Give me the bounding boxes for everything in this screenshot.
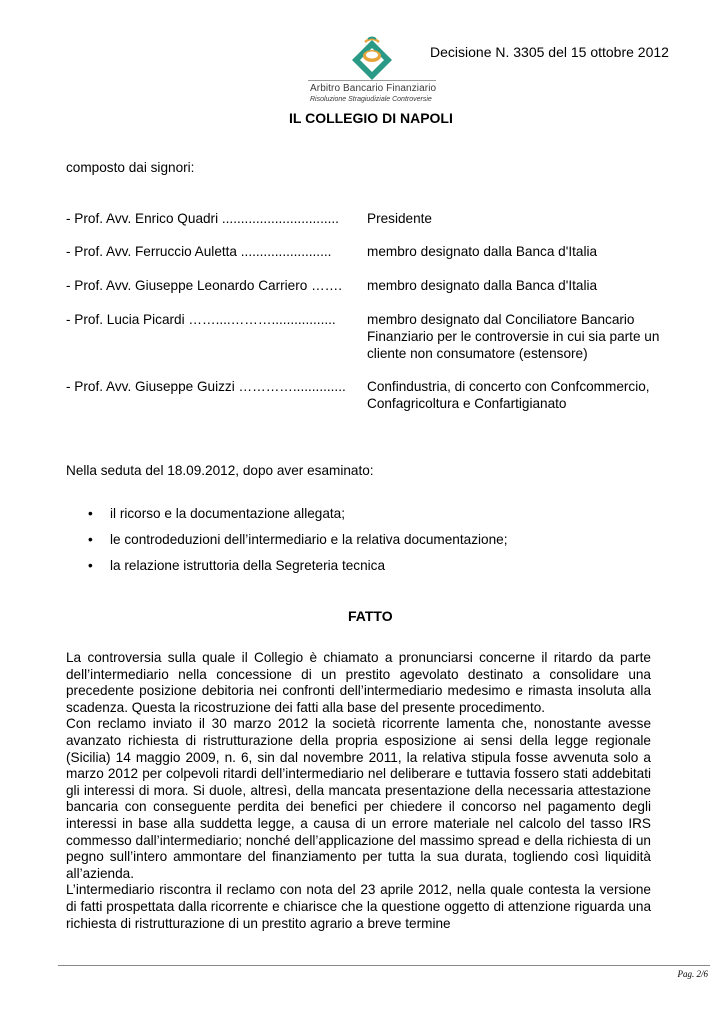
member-name: - Prof. Avv. Enrico Quadri ...............................: [66, 211, 339, 226]
member-name: - Prof. Avv. Giuseppe Guizzi …………..............: [66, 379, 346, 394]
logo-divider: [308, 80, 436, 81]
paragraph: La controversia sulla quale il Collegio è chiamato a pronunciarsi concerne il ritardo da parte dell’intermediario nella concessione di un prestito agevolato destinato a consolidare una precedente posizione debitoria nei confronti dell’intermediario medesimo e rimasta insoluta alla scadenza. Questa la ricostruzione dei fatti alla base del presente procedimento.: [66, 650, 651, 715]
member-name: - Prof. Avv. Giuseppe Leonardo Carriero …….: [66, 278, 343, 293]
member-role: cliente non consumatore (estensore): [367, 346, 588, 361]
member-role: membro designato dalla Banca d'Italia: [367, 244, 598, 259]
member-role: membro designato dal Conciliatore Bancario: [367, 312, 635, 327]
member-role: Confagricoltura e Confartigianato: [367, 396, 567, 411]
body-text: [66, 650, 651, 932]
member-name: - Prof. Avv. Ferruccio Auletta ........................: [66, 244, 332, 259]
abf-emblem-icon: [350, 36, 394, 82]
bullet-icon: •: [88, 558, 93, 573]
session-text: Nella seduta del 18.09.2012, dopo aver esaminato:: [66, 463, 374, 478]
member-name: - Prof. Lucia Picardi ……....……….................: [66, 312, 336, 327]
abf-logo: [306, 36, 446, 108]
document-page: Arbitro Bancario Finanziario Risoluzione Stragiudiziale Controversie Decisione N. 3305 del 15 ottobre 2012 IL COLLEGIO DI NAPOLI composto dai signori: - Prof. Avv. Enrico Quadri ............................... Presidente - Prof. Avv. Ferruccio Auletta ........................ membro designato dalla Banca d'Italia - Prof. Avv. Giuseppe Leonardo Carriero ……. membro designato dalla Banca d'Italia - Prof. Lucia Picardi ……....………................. membro designato dal Conciliatore Bancario Finanziario per le controversie in cui sia parte un cliente non consumatore (estensore) - Prof. Avv. Giuseppe Guizzi ………….............. Confindustria, di concerto con Confcommercio, Confagricoltura e Confartigianato Nella seduta del 18.09.2012, dopo aver esaminato: • il ricorso e la documentazione allegata; • le controdeduzioni dell’intermediario e la relativa documentazione; • la relazione istruttoria della Segreteria tecnica FATTO La controversia sulla quale il Collegio è chiamato a pronunciarsi concerne il ritardo da parte dell’intermediario nella concessione di un prestito agevolato destinato a consolidare una precedente posizione debitoria nei confronti dell’intermediario medesimo e rimasta insoluta alla scadenza. Questa la ricostruzione dei fatti alla base del presente procedimento. Con reclamo inviato il 30 marzo 2012 la società ricorrente lamenta che, nonostante avesse avanzato richiesta di ristrutturazione della propria esposizione ai sensi della legge regionale (Sicilia) 14 maggio 2009, n. 6, sin dal novembre 2011, la relativa stipula fosse avvenuta solo a marzo 2012 per colpevoli ritardi dell’intermediario nel deliberare e tuttavia fossero stati addebitati gli interessi di mora. Si duole, altresì, della mancata presentazione della necessaria attestazione bancaria con conseguente perdita dei benefici per chiedere il concorso nel pagamento degli interessi in base alla suddetta legge, a causa di un errore materiale nel calcolo del tasso IRS commesso dall’intermediario; nonché dell’applicazione del massimo spread e della richiesta di un pegno sull’intero ammontare del finanziamento per tutta la sua durata, togliendo così liquidità all’azienda. L’intermediario riscontra il reclamo con nota del 23 aprile 2012, nella quale contesta la versione di fatti prospettata dalla ricorrente e chiarisce che la questione oggetto di attenzione riguarda una richiesta di ristrutturazione di un prestito agrario a breve termine Pag. 2/6: [0, 0, 725, 1024]
bullet-icon: •: [88, 532, 93, 547]
composed-label: composto dai signori:: [66, 160, 195, 175]
logo-subtitle: Risoluzione Stragiudiziale Controversie: [310, 96, 432, 103]
member-role: Presidente: [367, 211, 432, 226]
paragraph: Con reclamo inviato il 30 marzo 2012 la società ricorrente lamenta che, nonostante avesse avanzato richiesta di ristrutturazione della propria esposizione ai sensi della legge regionale (Sicilia) 14 maggio 2009, n. 6, sin dal novembre 2011, la relativa stipula fosse avvenuta solo a marzo 2012 per colpevoli ritardi dell’intermediario nel deliberare e tuttavia fossero stati addebitati gli interessi di mora. Si duole, altresì, della mancata presentazione della necessaria attestazione bancaria con conseguente perdita dei benefici per chiedere il concorso nel pagamento degli interessi in base alla suddetta legge, a causa di un errore materiale nel calcolo del tasso IRS commesso dall’intermediario; nonché dell’applicazione del massimo spread e della richiesta di un pegno sull’intero ammontare del finanziamento per tutta la sua durata, togliendo così liquidità all’azienda.: [66, 716, 651, 881]
paragraph: L’intermediario riscontra il reclamo con nota del 23 aprile 2012, nella quale contesta la versione di fatti prospettata dalla ricorrente e chiarisce che la questione oggetto di attenzione riguarda una richiesta di ristrutturazione di un prestito agrario a breve termine: [66, 882, 651, 931]
bullet-icon: •: [88, 506, 93, 521]
member-role: membro designato dalla Banca d'Italia: [367, 278, 598, 293]
decision-number: Decisione N. 3305 del 15 ottobre 2012: [430, 44, 669, 60]
college-title: IL COLLEGIO DI NAPOLI: [289, 110, 453, 126]
logo-name: Arbitro Bancario Finanziario: [310, 83, 437, 94]
footer-divider: [58, 965, 710, 966]
page-number: Pag. 2/6: [677, 969, 708, 979]
section-title: FATTO: [348, 608, 393, 624]
member-role: Finanziario per le controversie in cui sia parte un: [367, 329, 660, 344]
member-role: Confindustria, di concerto con Confcommercio,: [367, 379, 650, 394]
